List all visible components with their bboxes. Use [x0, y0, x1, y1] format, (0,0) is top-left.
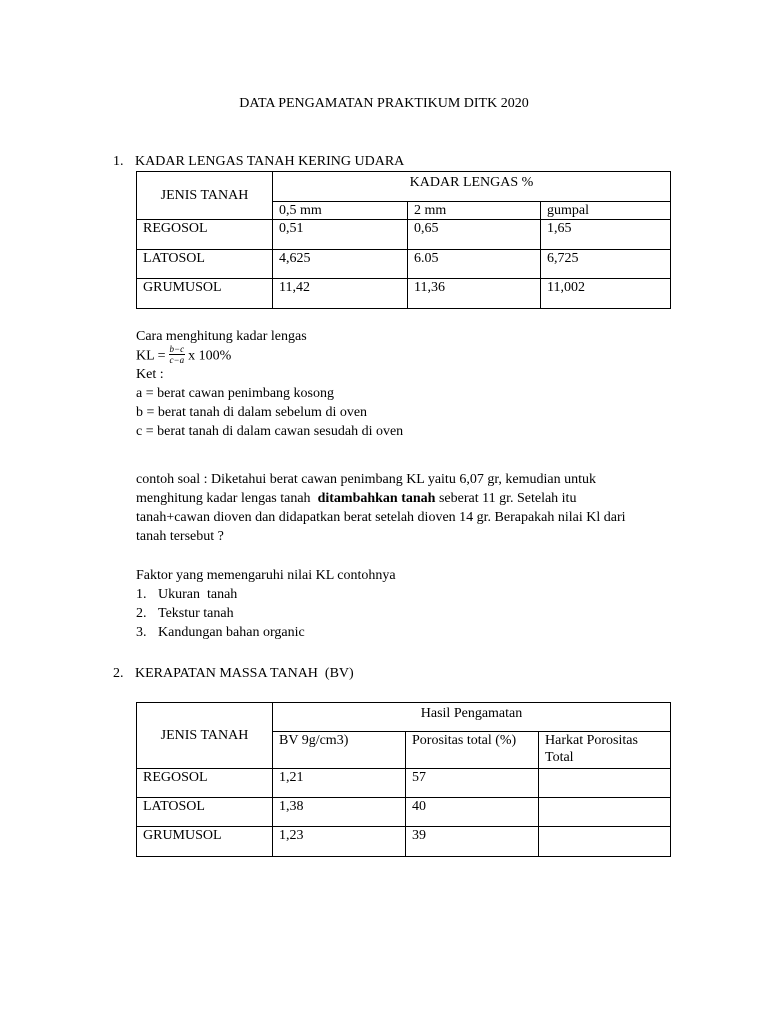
subheader-cell: Porositas total (%) — [406, 732, 539, 769]
soil-name-cell: REGOSOL — [137, 220, 273, 250]
cara-text: Cara menghitung kadar lengas — [136, 329, 307, 344]
contoh-line: contoh soal : Diketahui berat cawan penimbang KL yaitu 6,07 gr, kemudian untuk — [136, 472, 597, 487]
table-row — [137, 798, 671, 827]
ket-b: b = berat tanah di dalam sebelum di oven — [136, 405, 368, 420]
formula-numerator: b−c — [169, 344, 185, 354]
value-cell — [539, 827, 671, 857]
table-row — [137, 279, 671, 309]
value-cell: 1,23 — [273, 827, 406, 857]
contoh-text: seberat 11 gr. Setelah itu — [435, 491, 577, 506]
value-cell: 0,65 — [408, 220, 541, 250]
list-text: Ukuran tanah — [158, 587, 238, 602]
section-1-number: 1. — [113, 154, 124, 169]
formula-block — [136, 327, 676, 441]
list-text: Kandungan bahan organic — [158, 625, 305, 640]
formula-fraction — [169, 344, 186, 365]
value-cell: 11,002 — [541, 279, 671, 309]
kerapatan-massa-table — [136, 702, 671, 857]
table-row — [137, 250, 671, 279]
soil-name-cell: LATOSOL — [137, 798, 273, 827]
contoh-text: menghitung kadar lengas tanah — [136, 491, 318, 506]
value-cell: 40 — [406, 798, 539, 827]
formula-lhs: KL = — [136, 348, 166, 364]
value-cell: 11,42 — [273, 279, 408, 309]
list-number: 1. — [136, 587, 147, 602]
header-jenis-tanah: JENIS TANAH — [137, 172, 273, 220]
table-row — [137, 827, 671, 857]
ket-label: Ket : — [136, 367, 164, 382]
subheader-cell: gumpal — [541, 202, 671, 220]
formula-denominator: c−a — [169, 355, 185, 365]
soil-name-cell: GRUMUSOL — [137, 279, 273, 309]
header-kadar-lengas: KADAR LENGAS % — [273, 172, 671, 202]
soil-name-cell: LATOSOL — [137, 250, 273, 279]
page-title: DATA PENGAMATAN PRAKTIKUM DITK 2020 — [239, 96, 529, 111]
section-2-heading — [113, 664, 354, 683]
contoh-bold: ditambahkan tanah — [317, 491, 436, 506]
list-number: 2. — [136, 606, 147, 621]
formula — [136, 346, 676, 365]
list-item — [136, 585, 676, 604]
subheader-cell: Harkat Porositas Total — [539, 732, 671, 769]
subheader-cell: 0,5 mm — [273, 202, 408, 220]
soil-name-cell: REGOSOL — [137, 769, 273, 798]
faktor-heading: Faktor yang memengaruhi nilai KL contohnya — [136, 568, 396, 583]
table-row — [137, 769, 671, 798]
value-cell: 1,65 — [541, 220, 671, 250]
value-cell — [539, 769, 671, 798]
list-item — [136, 623, 676, 642]
section-2-number: 2. — [113, 666, 124, 681]
list-number: 3. — [136, 625, 147, 640]
ket-c: c = berat tanah di dalam cawan sesudah di oven — [136, 424, 404, 439]
contoh-soal — [136, 470, 676, 546]
value-cell: 6.05 — [408, 250, 541, 279]
value-cell: 6,725 — [541, 250, 671, 279]
section-1-title: KADAR LENGAS TANAH KERING UDARA — [135, 154, 405, 169]
section-1-heading — [113, 152, 404, 171]
header-jenis-tanah: JENIS TANAH — [137, 703, 273, 769]
value-cell: 1,21 — [273, 769, 406, 798]
section-2-title: KERAPATAN MASSA TANAH (BV) — [135, 666, 354, 681]
subheader-cell: 2 mm — [408, 202, 541, 220]
faktor-block — [136, 566, 676, 642]
contoh-line: tanah tersebut ? — [136, 529, 224, 544]
faktor-list — [136, 585, 676, 642]
value-cell: 39 — [406, 827, 539, 857]
table-row — [137, 220, 671, 250]
value-cell — [539, 798, 671, 827]
value-cell: 4,625 — [273, 250, 408, 279]
value-cell: 0,51 — [273, 220, 408, 250]
value-cell: 1,38 — [273, 798, 406, 827]
contoh-line: tanah+cawan dioven dan didapatkan berat setelah dioven 14 gr. Berapakah nilai Kl dari — [136, 510, 626, 525]
soil-name-cell: GRUMUSOL — [137, 827, 273, 857]
header-hasil-pengamatan: Hasil Pengamatan — [273, 703, 671, 732]
value-cell: 11,36 — [408, 279, 541, 309]
contoh-line — [136, 489, 676, 508]
value-cell: 57 — [406, 769, 539, 798]
ket-a: a = berat cawan penimbang kosong — [136, 386, 334, 401]
subheader-cell: BV 9g/cm3) — [273, 732, 406, 769]
list-item — [136, 604, 676, 623]
kadar-lengas-table — [136, 171, 671, 309]
list-text: Tekstur tanah — [158, 606, 234, 621]
formula-rhs: x 100% — [188, 348, 232, 364]
